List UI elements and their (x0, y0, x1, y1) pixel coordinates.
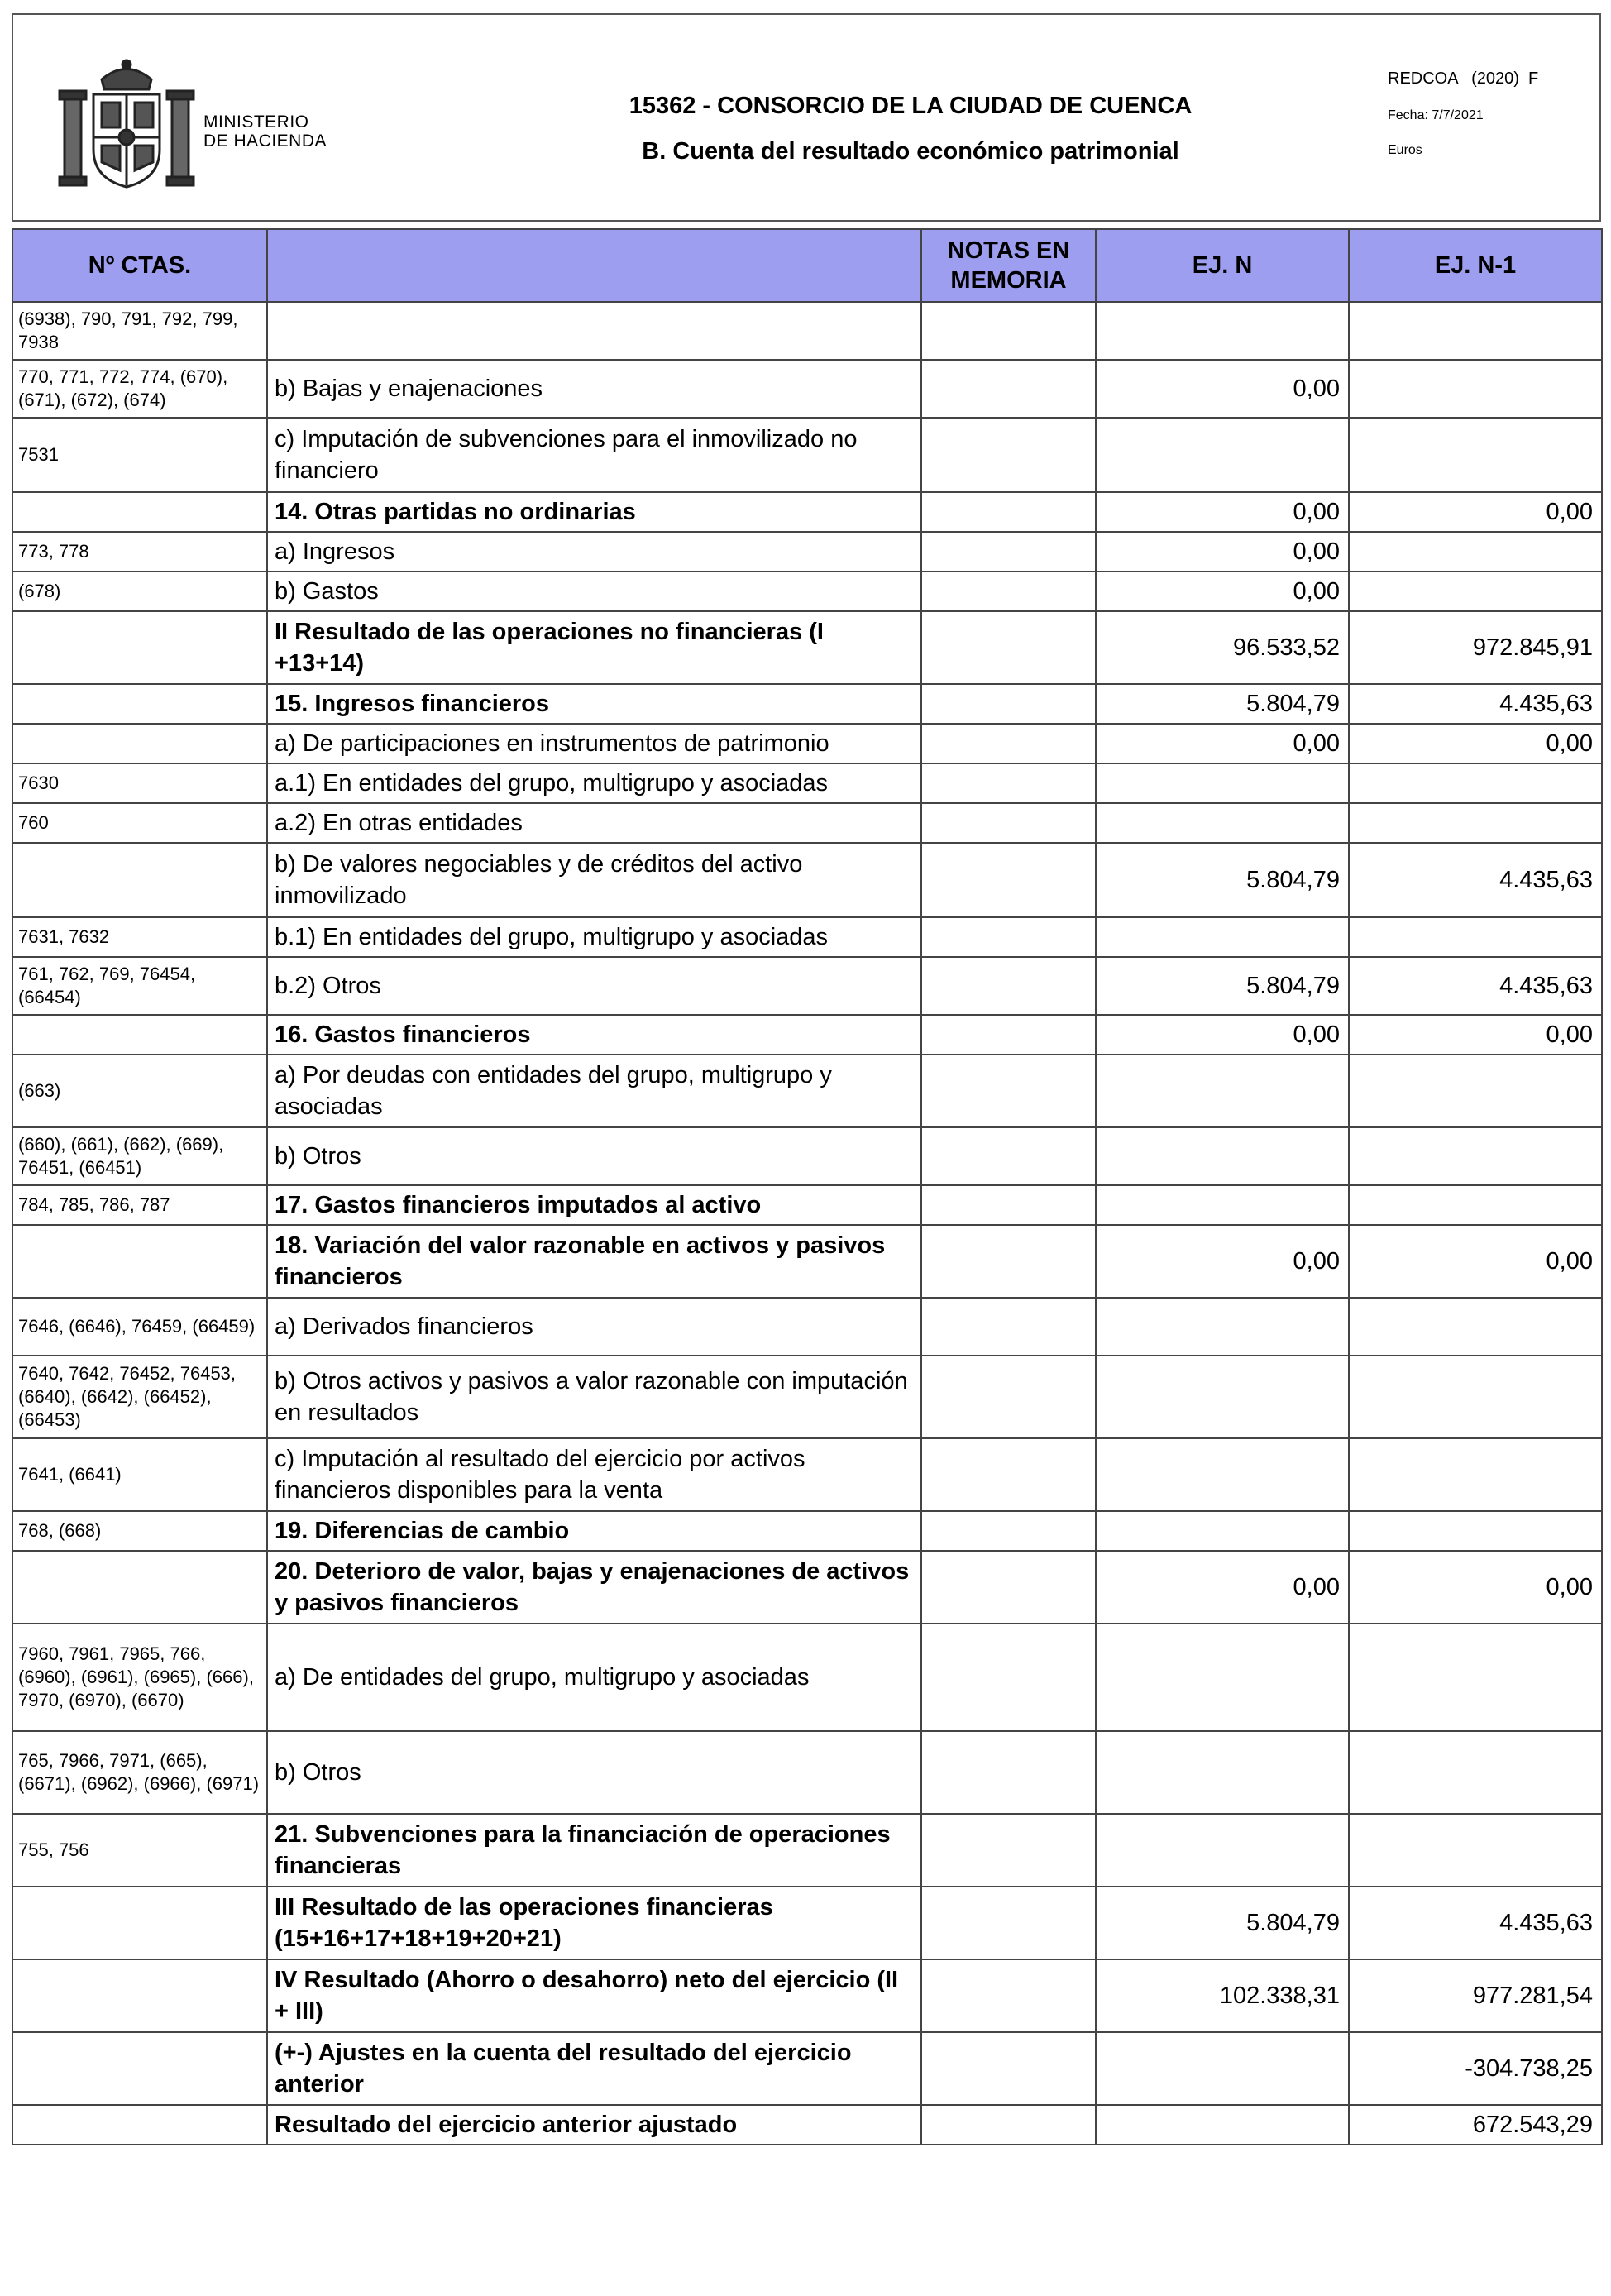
notes-cell (921, 1511, 1096, 1551)
table-row (12, 1438, 1602, 1511)
account-codes-cell: (678) (12, 572, 267, 611)
description-cell: (+-) Ajustes en la cuenta del resultado del ejercicio anterior (267, 2032, 921, 2105)
account-codes-cell: 7630 (12, 763, 267, 803)
table-row (12, 724, 1602, 763)
account-codes-cell (12, 2105, 267, 2145)
description-cell: 14. Otras partidas no ordinarias (267, 492, 921, 532)
report-header (12, 13, 1601, 222)
table-row (12, 1887, 1602, 1959)
current-year-cell (1096, 917, 1349, 957)
table-header-row (12, 229, 1602, 302)
description-cell: 19. Diferencias de cambio (267, 1511, 921, 1551)
notes-cell (921, 1127, 1096, 1185)
description-cell: b) Otros (267, 1731, 921, 1814)
description-cell: 18. Variación del valor razonable en activos y pasivos financieros (267, 1225, 921, 1298)
table-row (12, 1959, 1602, 2032)
notes-cell (921, 724, 1096, 763)
ministry-name (203, 112, 327, 151)
current-year-cell (1096, 1127, 1349, 1185)
notes-cell (921, 572, 1096, 611)
description-cell: a.2) En otras entidades (267, 803, 921, 843)
table-row (12, 572, 1602, 611)
description-cell: 21. Subvenciones para la financiación de operaciones financieras (267, 1814, 921, 1887)
table-row (12, 1225, 1602, 1298)
table-row (12, 957, 1602, 1015)
description-cell: a.1) En entidades del grupo, multigrupo y asociadas (267, 763, 921, 803)
current-year-cell: 0,00 (1096, 492, 1349, 532)
description-cell: b) Gastos (267, 572, 921, 611)
current-year-cell (1096, 1511, 1349, 1551)
previous-year-cell (1349, 1185, 1602, 1225)
account-codes-cell (12, 724, 267, 763)
current-year-cell (1096, 763, 1349, 803)
previous-year-cell: 4.435,63 (1349, 957, 1602, 1015)
account-codes-cell: 770, 771, 772, 774, (670), (671), (672), (674) (12, 360, 267, 418)
current-year-cell: 0,00 (1096, 360, 1349, 418)
redcoa-label: REDCOA (2020) F (1388, 69, 1539, 88)
table-body (12, 302, 1602, 2145)
account-codes-cell: (6938), 790, 791, 792, 799, 7938 (12, 302, 267, 360)
previous-year-cell: 0,00 (1349, 1551, 1602, 1624)
account-codes-cell (12, 611, 267, 684)
description-cell: a) De entidades del grupo, multigrupo y asociadas (267, 1624, 921, 1731)
table-row (12, 2105, 1602, 2145)
current-year-cell (1096, 302, 1349, 360)
ministry-line-1: MINISTERIO (203, 112, 309, 132)
current-year-cell (1096, 2032, 1349, 2105)
previous-year-cell (1349, 1298, 1602, 1356)
document-meta (1388, 69, 1538, 178)
current-year-cell (1096, 1055, 1349, 1127)
current-year-cell (1096, 803, 1349, 843)
current-year-cell (1096, 1814, 1349, 1887)
table-row (12, 302, 1602, 360)
previous-year-cell (1349, 1731, 1602, 1814)
current-year-cell: 5.804,79 (1096, 843, 1349, 917)
notes-cell (921, 684, 1096, 724)
notes-cell (921, 360, 1096, 418)
description-cell: b) De valores negociables y de créditos del activo inmovilizado (267, 843, 921, 917)
table-row (12, 843, 1602, 917)
account-codes-cell: 7640, 7642, 76452, 76453, (6640), (6642), (66452), (66453) (12, 1356, 267, 1438)
description-cell: a) Derivados financieros (267, 1298, 921, 1356)
previous-year-cell (1349, 302, 1602, 360)
notes-cell (921, 1731, 1096, 1814)
account-codes-cell: 761, 762, 769, 76454, (66454) (12, 957, 267, 1015)
currency-label: Euros (1388, 143, 1422, 157)
table-row (12, 1551, 1602, 1624)
notes-cell (921, 302, 1096, 360)
notes-cell (921, 1624, 1096, 1731)
description-cell: 20. Deterioro de valor, bajas y enajenaciones de activos y pasivos financieros (267, 1551, 921, 1624)
previous-year-cell: 672.543,29 (1349, 2105, 1602, 2145)
previous-year-cell: 0,00 (1349, 492, 1602, 532)
account-codes-cell (12, 492, 267, 532)
description-cell: a) Ingresos (267, 532, 921, 572)
previous-year-cell: 4.435,63 (1349, 684, 1602, 724)
account-codes-cell: 768, (668) (12, 1511, 267, 1551)
current-year-cell: 0,00 (1096, 572, 1349, 611)
ministry-line-2: DE HACIENDA (203, 132, 327, 151)
notes-cell (921, 957, 1096, 1015)
column-header-ctas: Nº CTAS. (12, 229, 267, 302)
previous-year-cell (1349, 1127, 1602, 1185)
description-cell: Resultado del ejercicio anterior ajustado (267, 2105, 921, 2145)
description-cell: b) Otros activos y pasivos a valor razonable con imputación en resultados (267, 1356, 921, 1438)
coat-of-arms-logo (56, 55, 197, 195)
table-row (12, 2032, 1602, 2105)
notes-cell (921, 611, 1096, 684)
account-codes-cell: 7646, (6646), 76459, (66459) (12, 1298, 267, 1356)
date-label: Fecha: 7/7/2021 (1388, 108, 1484, 122)
current-year-cell (1096, 418, 1349, 492)
previous-year-cell (1349, 1511, 1602, 1551)
table-row (12, 1624, 1602, 1731)
previous-year-cell (1349, 418, 1602, 492)
previous-year-cell (1349, 803, 1602, 843)
previous-year-cell (1349, 572, 1602, 611)
account-codes-cell: (663) (12, 1055, 267, 1127)
previous-year-cell: 0,00 (1349, 1225, 1602, 1298)
account-codes-cell: 755, 756 (12, 1814, 267, 1887)
column-header-ej-n1: EJ. N-1 (1349, 229, 1602, 302)
table-row (12, 1055, 1602, 1127)
previous-year-cell (1349, 1624, 1602, 1731)
account-codes-cell (12, 684, 267, 724)
current-year-cell: 5.804,79 (1096, 957, 1349, 1015)
description-cell: b) Bajas y enajenaciones (267, 360, 921, 418)
table-row (12, 418, 1602, 492)
current-year-cell (1096, 1731, 1349, 1814)
current-year-cell: 0,00 (1096, 724, 1349, 763)
current-year-cell (1096, 1298, 1349, 1356)
table-row (12, 1511, 1602, 1551)
current-year-cell: 0,00 (1096, 1015, 1349, 1055)
current-year-cell (1096, 1356, 1349, 1438)
notes-cell (921, 1225, 1096, 1298)
description-cell: c) Imputación al resultado del ejercicio por activos financieros disponibles para la venta (267, 1438, 921, 1511)
table-row (12, 1731, 1602, 1814)
description-cell: b) Otros (267, 1127, 921, 1185)
notes-cell (921, 803, 1096, 843)
description-cell: a) De participaciones en instrumentos de patrimonio (267, 724, 921, 763)
table-row (12, 1814, 1602, 1887)
description-cell: IV Resultado (Ahorro o desahorro) neto del ejercicio (II + III) (267, 1959, 921, 2032)
account-codes-cell: 760 (12, 803, 267, 843)
previous-year-cell: 4.435,63 (1349, 1887, 1602, 1959)
description-cell: III Resultado de las operaciones financieras (15+16+17+18+19+20+21) (267, 1887, 921, 1959)
table-row (12, 492, 1602, 532)
account-codes-cell: 7631, 7632 (12, 917, 267, 957)
notes-cell (921, 492, 1096, 532)
previous-year-cell: 0,00 (1349, 724, 1602, 763)
previous-year-cell (1349, 1055, 1602, 1127)
account-codes-cell (12, 843, 267, 917)
previous-year-cell (1349, 532, 1602, 572)
table-row (12, 611, 1602, 684)
notes-cell (921, 1438, 1096, 1511)
column-header-description (267, 229, 921, 302)
account-codes-cell: 773, 778 (12, 532, 267, 572)
previous-year-cell (1349, 1814, 1602, 1887)
account-codes-cell (12, 1887, 267, 1959)
table-row (12, 1127, 1602, 1185)
previous-year-cell: 972.845,91 (1349, 611, 1602, 684)
table-row (12, 763, 1602, 803)
account-codes-cell: 784, 785, 786, 787 (12, 1185, 267, 1225)
document-subtitle: B. Cuenta del resultado económico patrimonial (642, 138, 1179, 165)
current-year-cell: 96.533,52 (1096, 611, 1349, 684)
notes-cell (921, 1959, 1096, 2032)
notes-cell (921, 917, 1096, 957)
table-row (12, 684, 1602, 724)
previous-year-cell (1349, 1356, 1602, 1438)
notes-cell (921, 763, 1096, 803)
account-codes-cell: 765, 7966, 7971, (665), (6671), (6962), (6966), (6971) (12, 1731, 267, 1814)
notes-cell (921, 1551, 1096, 1624)
current-year-cell: 0,00 (1096, 1225, 1349, 1298)
notes-cell (921, 418, 1096, 492)
notes-cell (921, 1298, 1096, 1356)
previous-year-cell: 977.281,54 (1349, 1959, 1602, 2032)
current-year-cell: 5.804,79 (1096, 684, 1349, 724)
description-cell: b.2) Otros (267, 957, 921, 1015)
current-year-cell: 0,00 (1096, 1551, 1349, 1624)
description-cell: 16. Gastos financieros (267, 1015, 921, 1055)
current-year-cell (1096, 1624, 1349, 1731)
table-row (12, 532, 1602, 572)
description-cell: II Resultado de las operaciones no financieras (I +13+14) (267, 611, 921, 684)
previous-year-cell: 0,00 (1349, 1015, 1602, 1055)
current-year-cell: 102.338,31 (1096, 1959, 1349, 2032)
current-year-cell: 0,00 (1096, 532, 1349, 572)
income-statement-table (12, 228, 1603, 2145)
account-codes-cell: 7960, 7961, 7965, 766, (6960), (6961), (6965), (666), 7970, (6970), (6670) (12, 1624, 267, 1731)
previous-year-cell (1349, 360, 1602, 418)
notes-cell (921, 2032, 1096, 2105)
account-codes-cell: (660), (661), (662), (669), 76451, (66451) (12, 1127, 267, 1185)
current-year-cell (1096, 1185, 1349, 1225)
column-header-notas: NOTAS EN MEMORIA (921, 229, 1096, 302)
notes-cell (921, 1887, 1096, 1959)
table-row (12, 1015, 1602, 1055)
title-block (526, 81, 1295, 172)
table-row (12, 1185, 1602, 1225)
description-cell: b.1) En entidades del grupo, multigrupo y asociadas (267, 917, 921, 957)
table-row (12, 360, 1602, 418)
account-codes-cell: 7641, (6641) (12, 1438, 267, 1511)
notes-cell (921, 1356, 1096, 1438)
table-row (12, 1298, 1602, 1356)
current-year-cell (1096, 2105, 1349, 2145)
table-row (12, 803, 1602, 843)
account-codes-cell (12, 2032, 267, 2105)
document-title: 15362 - CONSORCIO DE LA CIUDAD DE CUENCA (629, 93, 1193, 119)
column-header-ej-n: EJ. N (1096, 229, 1349, 302)
description-cell: c) Imputación de subvenciones para el inmovilizado no financiero (267, 418, 921, 492)
account-codes-cell (12, 1225, 267, 1298)
description-cell (267, 302, 921, 360)
account-codes-cell (12, 1959, 267, 2032)
current-year-cell (1096, 1438, 1349, 1511)
description-cell: a) Por deudas con entidades del grupo, multigrupo y asociadas (267, 1055, 921, 1127)
notes-cell (921, 1015, 1096, 1055)
previous-year-cell: 4.435,63 (1349, 843, 1602, 917)
account-codes-cell: 7531 (12, 418, 267, 492)
notes-cell (921, 2105, 1096, 2145)
table-row (12, 917, 1602, 957)
description-cell: 17. Gastos financieros imputados al activo (267, 1185, 921, 1225)
account-codes-cell (12, 1015, 267, 1055)
account-codes-cell (12, 1551, 267, 1624)
notes-cell (921, 532, 1096, 572)
description-cell: 15. Ingresos financieros (267, 684, 921, 724)
current-year-cell: 5.804,79 (1096, 1887, 1349, 1959)
previous-year-cell: -304.738,25 (1349, 2032, 1602, 2105)
previous-year-cell (1349, 763, 1602, 803)
previous-year-cell (1349, 1438, 1602, 1511)
previous-year-cell (1349, 917, 1602, 957)
table-row (12, 1356, 1602, 1438)
notes-cell (921, 843, 1096, 917)
notes-cell (921, 1055, 1096, 1127)
notes-cell (921, 1185, 1096, 1225)
notes-cell (921, 1814, 1096, 1887)
